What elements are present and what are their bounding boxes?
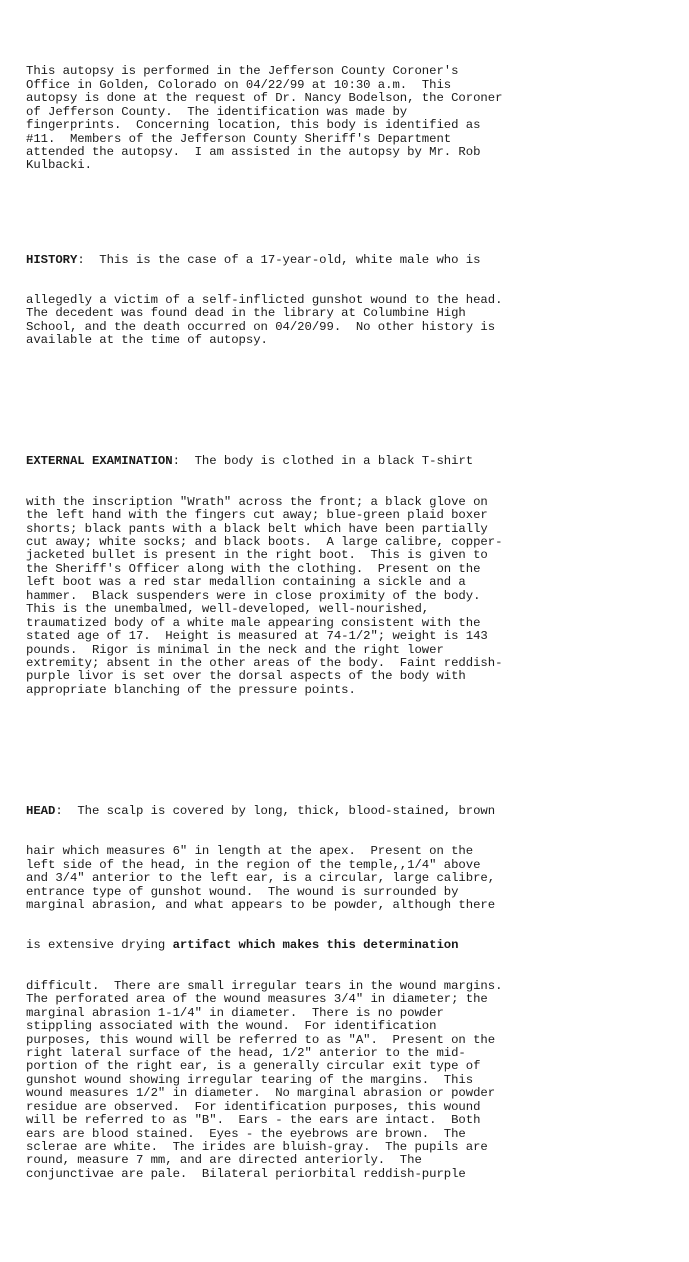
external-line: the Sheriff's Officer along with the clothing. Present on the — [26, 561, 481, 576]
head-line: right lateral surface of the head, 1/2" anterior to the mid- — [26, 1045, 466, 1060]
head-heading: HEAD — [26, 803, 56, 818]
external-line: stated age of 17. Height is measured at 74-1/2"; weight is 143 — [26, 629, 488, 644]
head-line: stippling associated with the wound. For identification — [26, 1019, 437, 1034]
head-bold-line — [26, 939, 666, 952]
intro-paragraph — [26, 65, 666, 173]
head-line: will be referred to as "B". Ears - the ears are intact. Both — [26, 1113, 481, 1128]
history-paragraph — [26, 227, 666, 375]
intro-line: autopsy is done at the request of Dr. Nancy Bodelson, the Coroner — [26, 91, 503, 106]
head-first-line-text: : The scalp is covered by long, thick, blood-stained, brown — [55, 803, 496, 818]
head-paragraph — [26, 778, 666, 1208]
external-line: with the inscription "Wrath" across the front; a black glove on — [26, 494, 488, 509]
head-line: The perforated area of the wound measures 3/4" in diameter; the — [26, 992, 488, 1007]
head-line: marginal abrasion, and what appears to be powder, although there — [26, 898, 496, 913]
history-line: allegedly a victim of a self-inflicted gunshot wound to the head. — [26, 292, 503, 307]
head-bold-line-prefix: is extensive drying — [26, 938, 173, 953]
external-line: purple livor is set over the dorsal aspects of the body with — [26, 669, 466, 684]
head-line: residue are observed. For identification purposes, this wound — [26, 1099, 481, 1114]
head-line: and 3/4" anterior to the left ear, is a circular, large calibre, — [26, 871, 496, 886]
head-line: conjunctivae are pale. Bilateral periorbital reddish-purple — [26, 1166, 466, 1181]
external-line: extremity; absent in the other areas of the body. Faint reddish- — [26, 655, 503, 670]
external-line: left boot was a red star medallion containing a sickle and a — [26, 575, 466, 590]
history-heading: HISTORY — [26, 252, 78, 267]
head-bold-line-bold: artifact which makes this determination — [172, 938, 459, 953]
intro-line: Kulbacki. — [26, 158, 92, 173]
head-line: round, measure 7 mm, and are directed anteriorly. The — [26, 1153, 422, 1168]
head-line: gunshot wound showing irregular tearing of the margins. This — [26, 1072, 474, 1087]
history-line: The decedent was found dead in the library at Columbine High — [26, 306, 466, 321]
autopsy-report-text — [26, 25, 666, 1262]
external-examination-heading: EXTERNAL EXAMINATION — [26, 454, 173, 469]
external-line: shorts; black pants with a black belt which have been partially — [26, 521, 488, 536]
head-line: ears are blood stained. Eyes - the eyebrows are brown. The — [26, 1126, 466, 1141]
head-line: entrance type of gunshot wound. The wound is surrounded by — [26, 884, 459, 899]
intro-line: #11. Members of the Jefferson County Sheriff's Department — [26, 131, 452, 146]
external-line: This is the unembalmed, well-developed, well-nourished, — [26, 602, 430, 617]
head-line: portion of the right ear, is a generally circular exit type of — [26, 1059, 481, 1074]
head-line: purposes, this wound will be referred to as "A". Present on the — [26, 1032, 496, 1047]
external-line: pounds. Rigor is minimal in the neck and the right lower — [26, 642, 444, 657]
intro-line: This autopsy is performed in the Jefferson County Coroner's — [26, 64, 459, 79]
intro-line: fingerprints. Concerning location, this body is identified as — [26, 118, 481, 133]
head-line: sclerae are white. The irides are bluish-gray. The pupils are — [26, 1140, 488, 1154]
external-line: jacketed bullet is present in the right boot. This is given to — [26, 548, 488, 563]
external-first-line — [26, 455, 666, 468]
history-first-line-text: : This is the case of a 17-year-old, white male who is — [77, 252, 481, 267]
head-line: hair which measures 6" in length at the apex. Present on the — [26, 844, 474, 859]
external-line: appropriate blanching of the pressure points. — [26, 682, 356, 697]
external-first-line-text: : The body is clothed in a black T-shirt — [172, 454, 474, 469]
external-line: cut away; white socks; and black boots. A large calibre, copper- — [26, 535, 503, 550]
intro-line: of Jefferson County. The identification was made by — [26, 104, 408, 119]
external-line: traumatized body of a white male appearing consistent with the — [26, 615, 481, 630]
intro-line: Office in Golden, Colorado on 04/22/99 at 10:30 a.m. This — [26, 77, 452, 92]
history-line: available at the time of autopsy. — [26, 333, 268, 348]
head-line: left side of the head, in the region of the temple,,1/4" above — [26, 857, 481, 872]
history-first-line — [26, 254, 666, 267]
head-line: difficult. There are small irregular tears in the wound margins. — [26, 978, 503, 993]
external-line: the left hand with the fingers cut away; blue-green plaid boxer — [26, 508, 488, 523]
external-examination-paragraph — [26, 428, 666, 724]
intro-line: attended the autopsy. I am assisted in the autopsy by Mr. Rob — [26, 144, 481, 159]
external-line: hammer. Black suspenders were in close proximity of the body. — [26, 588, 481, 603]
head-line: marginal abrasion 1-1/4" in diameter. There is no powder — [26, 1005, 444, 1020]
history-line: School, and the death occurred on 04/20/99. No other history is — [26, 319, 496, 334]
head-first-line — [26, 805, 666, 818]
head-line: wound measures 1/2" in diameter. No marginal abrasion or powder — [26, 1086, 496, 1101]
